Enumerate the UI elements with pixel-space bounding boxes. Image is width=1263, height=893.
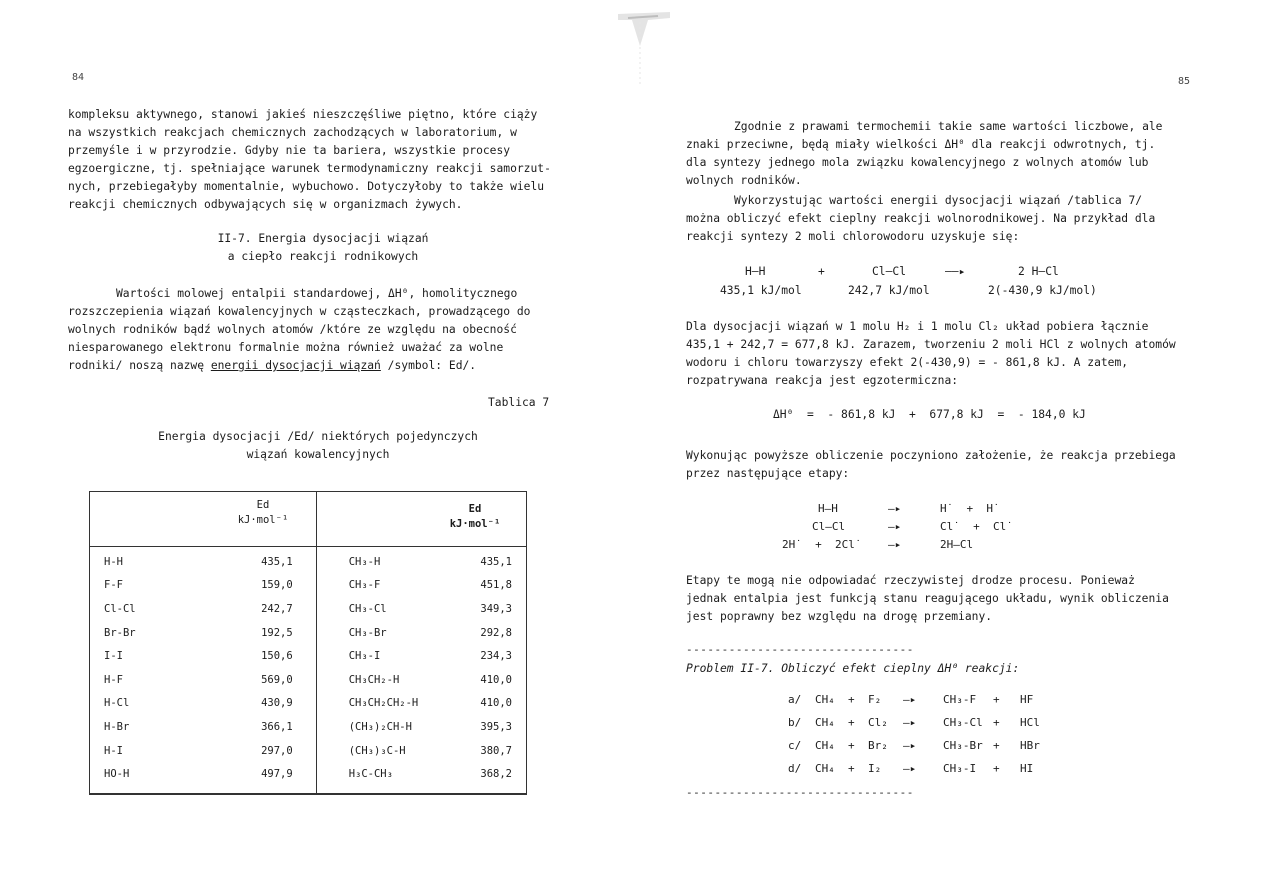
- product: CH₃-I: [943, 762, 977, 775]
- table-row: [90, 692, 526, 716]
- bond-cell: H-Br: [104, 720, 130, 733]
- reaction-arrow: —▸: [903, 762, 917, 775]
- bond-cell: H-H: [104, 555, 123, 568]
- intro-paragraph: [68, 106, 578, 214]
- caption-line: Energia dysocjacji /Ed/ niektórych pojedynczych: [158, 430, 478, 443]
- table-row: [90, 644, 526, 668]
- product: CH₃-Cl: [943, 716, 983, 729]
- plus-sign: +: [848, 693, 855, 706]
- bond-cell: CH₃CH₂CH₂-H: [348, 697, 419, 710]
- product: HBr: [1020, 739, 1040, 752]
- energy-cell: 410,0: [480, 673, 512, 686]
- reactant-1: H—H: [745, 265, 766, 278]
- energy-cell: 242,7: [261, 602, 293, 615]
- energy-product: 2(-430,9 kJ/mol): [988, 284, 1097, 297]
- plus-sign: +: [993, 716, 1000, 729]
- product: CH₃-Br: [943, 739, 983, 752]
- problem-statement: [686, 662, 1019, 675]
- text-line: reakcji syntezy 2 moli chlorowodoru uzyskuje się:: [686, 230, 1020, 243]
- text-line: wodoru i chloru towarzyszy efekt 2(-430,9) = - 861,8 kJ. A zatem,: [686, 356, 1129, 369]
- text-line: przemyśle i w przyrodzie. Gdyby nie ta bariera, wszystkie procesy: [68, 144, 511, 157]
- paragraph-4: [686, 447, 1210, 483]
- energy-cell: 234,3: [480, 650, 512, 663]
- text-line: rozszczepienia wiązań kowalencyjnych w cząsteczkach, prowadzącego do: [68, 305, 531, 318]
- step-left: Cl—Cl: [812, 520, 846, 533]
- text-fragment: /symbol: Ed/.: [380, 359, 477, 372]
- text-line: egzoergiczne, tj. spełniające warunek termodynamiczny reakcji samorzut-: [68, 162, 551, 175]
- table-row: [90, 574, 526, 598]
- energy-cell: 435,1: [261, 555, 293, 568]
- text-line: Wykorzystując wartości energii dysocjacji wiązań /tablica 7/: [734, 194, 1143, 207]
- bond-cell: H-F: [104, 673, 123, 686]
- separator-top: --------------------------------: [686, 643, 914, 656]
- energy-cell: 430,9: [261, 697, 293, 710]
- step-right: H˙ + H˙: [940, 502, 1000, 515]
- header-cell-right: [430, 502, 520, 532]
- plus-sign: +: [993, 739, 1000, 752]
- energy-cell: 368,2: [480, 768, 512, 781]
- product: CH₃-F: [943, 693, 977, 706]
- text-line-with-term: [68, 357, 578, 375]
- reaction-arrow: —▸: [903, 716, 917, 729]
- bond-cell: CH₃-H: [348, 555, 381, 568]
- text-line: niesparowanego elektronu formalnie można również uważać za wolne: [68, 341, 504, 354]
- energy-cell: 349,3: [480, 602, 512, 615]
- text-line: dla syntezy jednego mola związku kowalencyjnego z wolnych atomów lub: [686, 156, 1149, 169]
- body-paragraph: [68, 285, 578, 375]
- header-symbol: Ed: [256, 499, 270, 511]
- bond-cell: I-I: [104, 650, 123, 663]
- reactant-2: Cl—Cl: [872, 265, 907, 278]
- text-line: na wszystkich reakcjach chemicznych zachodzących w laboratorium, w: [68, 126, 517, 139]
- product: HI: [1020, 762, 1034, 775]
- text-line: wolnych rodników bądź wolnych atomów /które ze względu na obecność: [68, 323, 517, 336]
- energy-cell: 297,0: [261, 744, 293, 757]
- reaction-label: d/: [788, 762, 802, 775]
- bond-cell: CH₃-Cl: [348, 602, 387, 615]
- separator-bottom: --------------------------------: [686, 786, 914, 799]
- text-line: Wartości molowej entalpii standardowej, ΔH⁰, homolitycznego: [116, 287, 518, 300]
- bond-cell: Br-Br: [104, 626, 136, 639]
- energy-cell: 497,9: [261, 768, 293, 781]
- table-row: [90, 550, 526, 574]
- energy-cell: 150,6: [261, 650, 293, 663]
- reaction-arrow: ——▸: [945, 265, 966, 278]
- header-divider: [90, 546, 526, 547]
- text-line: kompleksu aktywnego, stanowi jakieś nieszczęśliwe piętno, które ciąży: [68, 108, 538, 121]
- paragraph-5: [686, 572, 1210, 626]
- text-line: rozpatrywana reakcja jest egzotermiczna:: [686, 374, 959, 387]
- reaction-arrow: —▸: [903, 739, 917, 752]
- step-right: Cl˙ + Cl˙: [940, 520, 1013, 533]
- text-line: 435,1 + 242,7 = 677,8 kJ. Zarazem, tworzeniu 2 moli HCl z wolnych atomów: [686, 338, 1176, 351]
- caption-line: wiązań kowalencyjnych: [246, 448, 390, 461]
- bond-cell: HO-H: [104, 768, 130, 781]
- bond-cell: CH₃-F: [348, 579, 381, 592]
- step-right: 2H—Cl: [940, 538, 974, 551]
- plus-sign: +: [848, 739, 855, 752]
- reaction-arrow: —▸: [903, 693, 917, 706]
- bond-cell: CH₃-Br: [348, 626, 387, 639]
- plus-sign: +: [848, 762, 855, 775]
- section-heading: [68, 230, 578, 266]
- energy-cell: 451,8: [480, 579, 512, 592]
- plus-sign: +: [848, 716, 855, 729]
- step-arrow: —▸: [888, 538, 902, 551]
- energy-cell: 410,0: [480, 697, 512, 710]
- reactant: F₂: [868, 693, 882, 706]
- step-arrow: —▸: [888, 502, 902, 515]
- reactant: CH₄: [815, 739, 835, 752]
- text-line: znaki przeciwne, będą miały wielkości ΔH⁰ dla reakcji odwrotnych, tj.: [686, 138, 1156, 151]
- table-label: Tablica 7: [488, 396, 550, 409]
- bond-cell: H₃C-CH₃: [348, 768, 393, 781]
- step-left: 2H˙ + 2Cl˙: [782, 538, 862, 551]
- plus-sign: +: [993, 762, 1000, 775]
- text-fragment: rodniki/ noszą nazwę: [68, 359, 211, 372]
- text-line: jednak entalpia jest funkcją stanu reagującego układu, wynik obliczenia: [686, 592, 1169, 605]
- text-line: wolnych rodników.: [686, 174, 802, 187]
- plus-sign: +: [993, 693, 1000, 706]
- paragraph-3: [686, 318, 1210, 390]
- table-body: [90, 550, 526, 786]
- table-row: [90, 597, 526, 621]
- reaction-label: b/: [788, 716, 802, 729]
- header-unit: kJ·mol⁻¹: [449, 518, 501, 530]
- paragraph-2: [686, 192, 1210, 246]
- energy-cell: 192,5: [261, 626, 293, 639]
- reactant: CH₄: [815, 693, 835, 706]
- reactant: Cl₂: [868, 716, 888, 729]
- header-unit: kJ·mol⁻¹: [237, 514, 289, 526]
- problem-label: Problem II-7.: [686, 662, 775, 675]
- table-caption: [68, 428, 568, 464]
- text-line: można obliczyć efekt cieplny reakcji wolnorodnikowej. Na przykład dla: [686, 212, 1156, 225]
- energy-cell: 159,0: [261, 579, 293, 592]
- problem-text: Obliczyć efekt cieplny ΔH⁰ reakcji:: [774, 662, 1020, 675]
- energy-cell: 569,0: [261, 673, 293, 686]
- page-number: 85: [1178, 76, 1191, 87]
- reaction-label: a/: [788, 693, 802, 706]
- header-cell-left: [218, 498, 308, 528]
- reactant: Br₂: [868, 739, 888, 752]
- table-row: [90, 621, 526, 645]
- energy-cell: 380,7: [480, 744, 512, 757]
- header-symbol: Ed: [468, 503, 482, 515]
- bond-cell: CH₃-I: [348, 650, 381, 663]
- energy-cell: 395,3: [480, 720, 512, 733]
- text-line: jest poprawny bez względu na drogę przemiany.: [686, 610, 993, 623]
- product: 2 H—Cl: [1018, 265, 1059, 278]
- reactant: I₂: [868, 762, 882, 775]
- bond-cell: (CH₃)₂CH-H: [348, 720, 412, 733]
- step-left: H—H: [818, 502, 838, 515]
- table-row: [90, 762, 526, 786]
- bond-cell: (CH₃)₃C-H: [348, 744, 406, 757]
- reactant: CH₄: [815, 762, 835, 775]
- plus-sign: +: [818, 265, 825, 278]
- energy-table: [89, 491, 527, 795]
- paragraph-1: [686, 118, 1210, 190]
- bond-cell: H-Cl: [104, 697, 130, 710]
- text-line: nych, przebiegałyby momentalnie, wybuchowo. Dotyczyłoby to także wielu: [68, 180, 545, 193]
- energy-cell: 366,1: [261, 720, 293, 733]
- text-line: Dla dysocjacji wiązań w 1 molu H₂ i 1 molu Cl₂ układ pobiera łącznie: [686, 320, 1149, 333]
- text-line: Wykonując powyższe obliczenie poczyniono założenie, że reakcja przebiega: [686, 449, 1176, 462]
- step-arrow: —▸: [888, 520, 902, 533]
- table-row: [90, 715, 526, 739]
- bond-cell: F-F: [104, 579, 123, 592]
- bond-cell: Cl-Cl: [104, 602, 136, 615]
- product: HF: [1020, 693, 1034, 706]
- text-line: reakcji chemicznych odbywających się w organizmach żywych.: [68, 198, 463, 211]
- text-line: Zgodnie z prawami termochemii takie same wartości liczbowe, ale: [734, 120, 1163, 133]
- page-number: 84: [72, 72, 85, 83]
- text-line: przez następujące etapy:: [686, 467, 850, 480]
- scan-artifact: [618, 6, 670, 86]
- table-row: [90, 739, 526, 763]
- energy-reactant-1: 435,1 kJ/mol: [720, 284, 802, 297]
- section-title-line: II-7. Energia dysocjacji wiązań: [217, 232, 429, 245]
- defined-term: energii dysocjacji wiązań: [210, 359, 381, 372]
- section-title-line: a ciepło reakcji rodnikowych: [227, 250, 419, 263]
- energy-cell: 292,8: [480, 626, 512, 639]
- text-line: Etapy te mogą nie odpowiadać rzeczywistej drodze procesu. Ponieważ: [686, 574, 1135, 587]
- reaction-label: c/: [788, 739, 802, 752]
- reactant: CH₄: [815, 716, 835, 729]
- energy-reactant-2: 242,7 kJ/mol: [848, 284, 930, 297]
- bond-cell: H-I: [104, 744, 123, 757]
- energy-cell: 435,1: [480, 555, 512, 568]
- bond-cell: CH₃CH₂-H: [348, 673, 400, 686]
- product: HCl: [1020, 716, 1040, 729]
- enthalpy-equation: ΔH⁰ = - 861,8 kJ + 677,8 kJ = - 184,0 kJ: [773, 408, 1086, 421]
- table-row: [90, 668, 526, 692]
